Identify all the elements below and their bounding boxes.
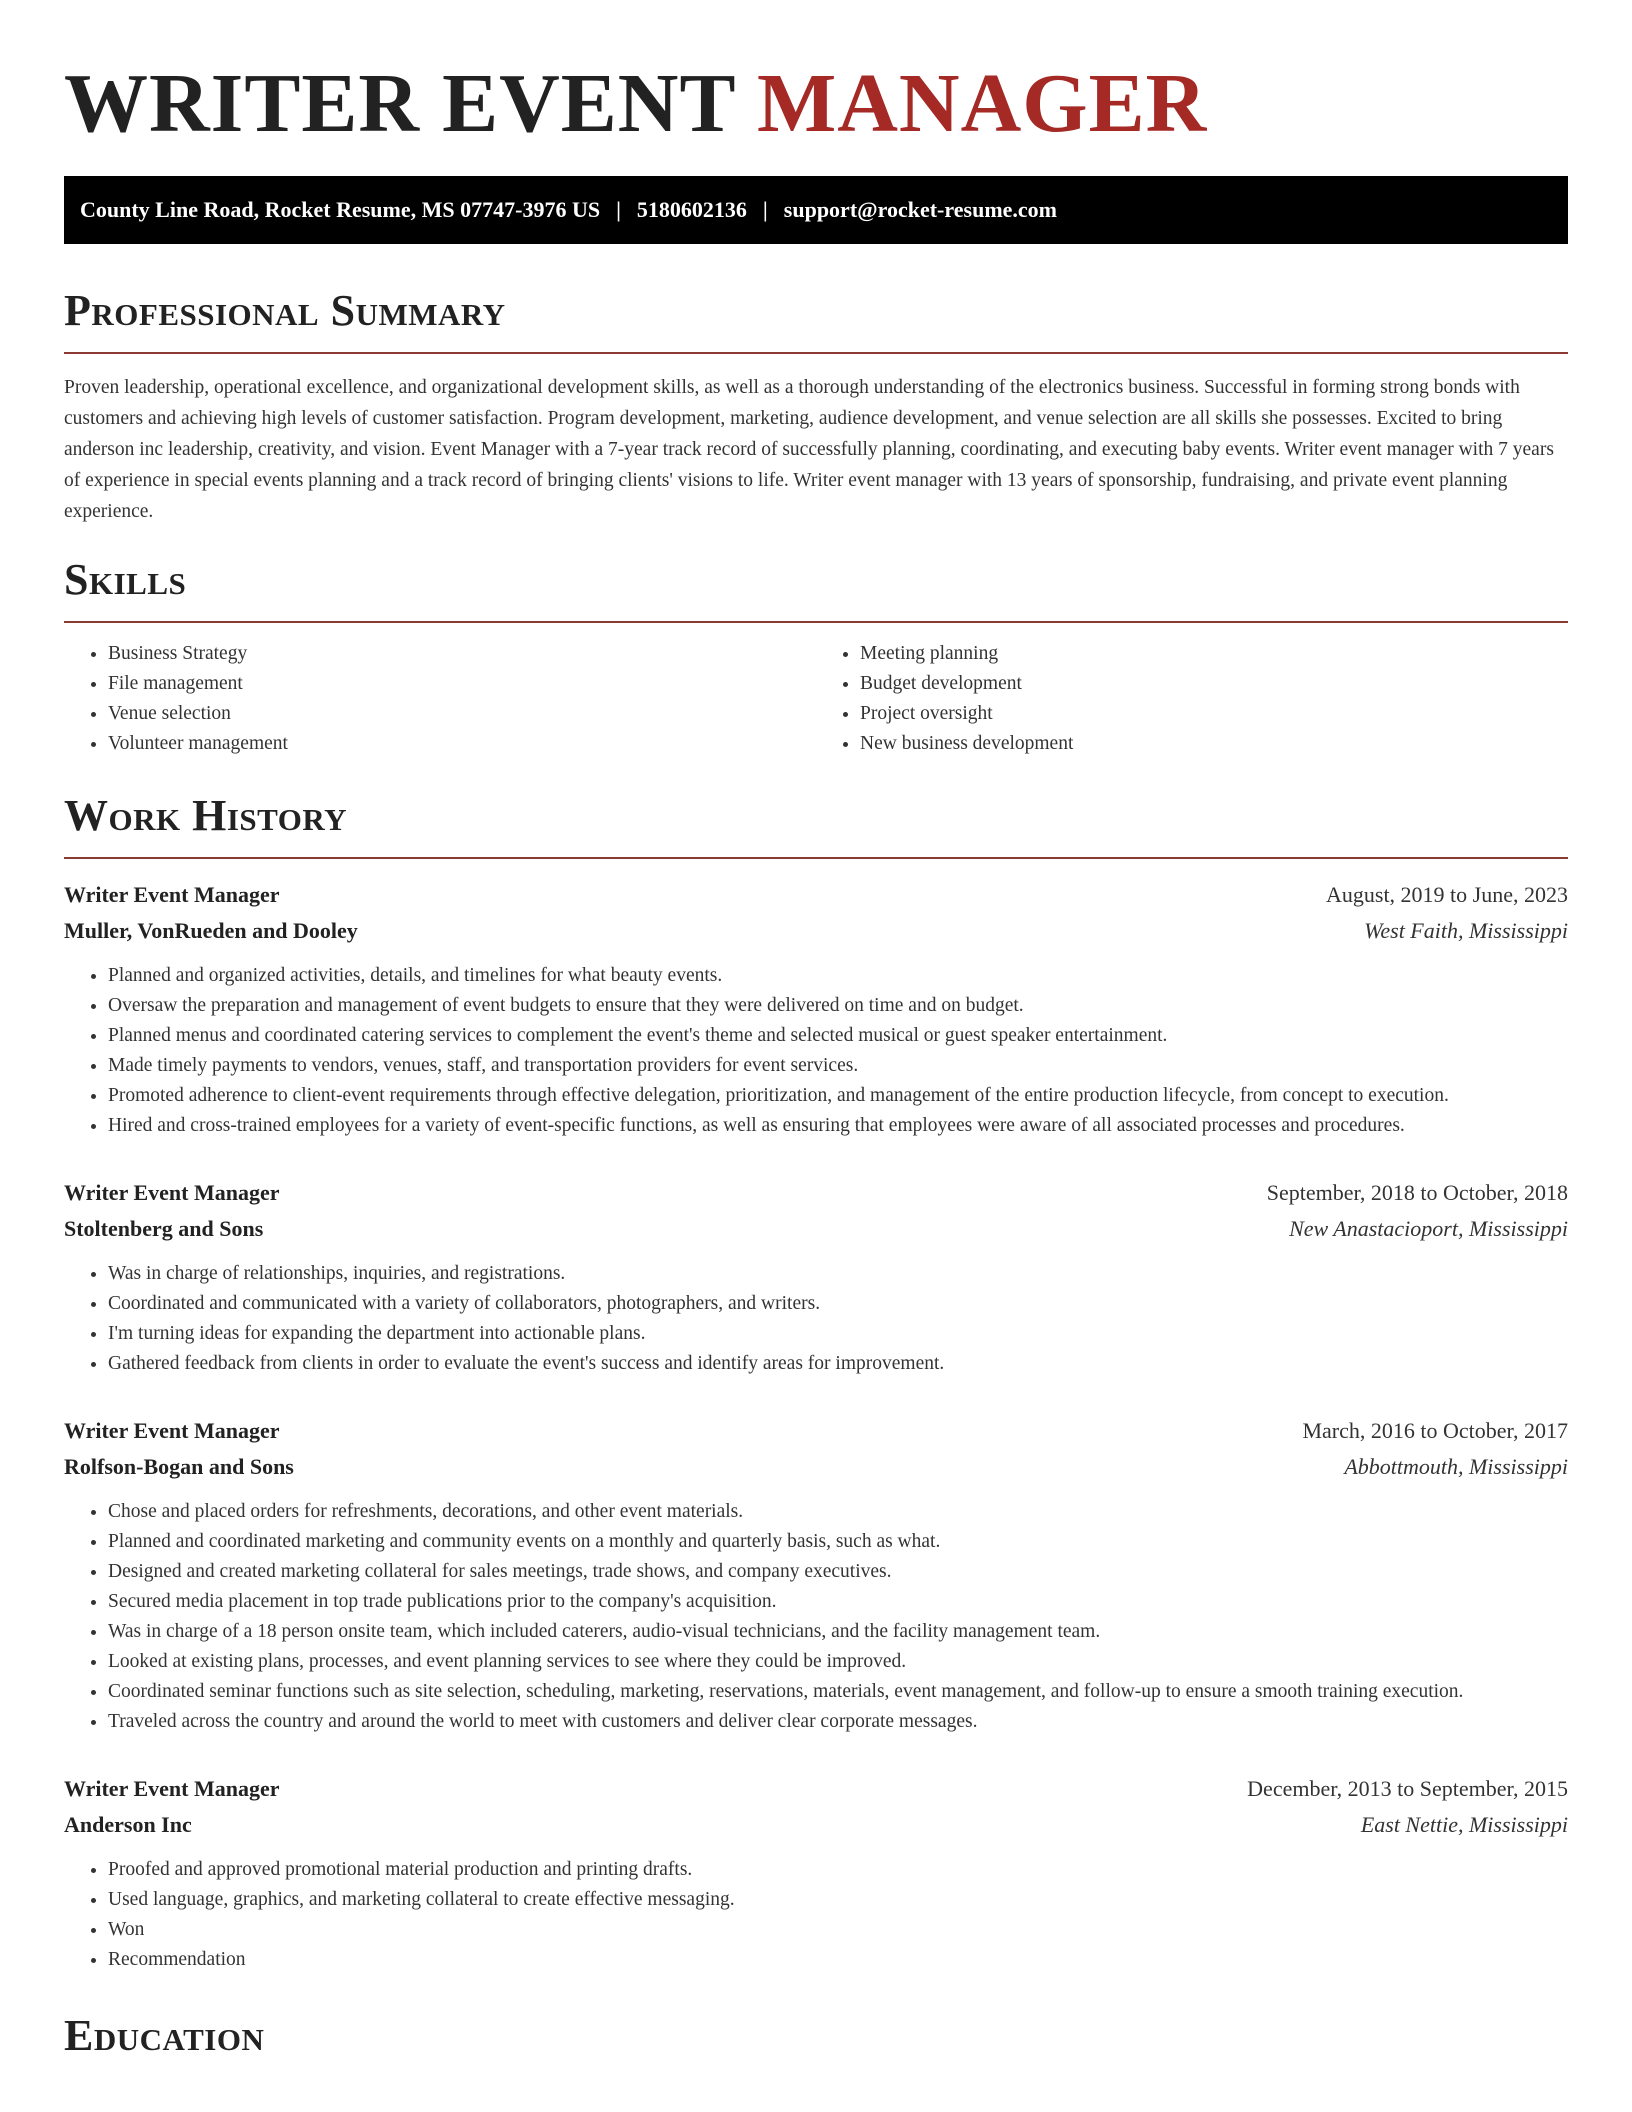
- job-company: Anderson Inc: [64, 1812, 192, 1837]
- skills-left-list: [64, 639, 816, 759]
- job-subheader: [64, 1449, 1568, 1485]
- job-location: East Nettie, Mississippi: [1360, 1812, 1568, 1837]
- job-duty: • Promoted adherence to client-event requirements through effective delegation, prioritization, and management of the entire production lifecycle, from concept to execution.: [108, 1081, 1568, 1111]
- work-heading: Work History: [64, 791, 348, 840]
- skills-heading: Skills: [64, 555, 187, 604]
- skills-columns: [64, 639, 1568, 759]
- job-duty: • Hired and cross-trained employees for a variety of event-specific functions, as well as ensuring that employees were aware of all associated processes and procedures.: [108, 1111, 1568, 1141]
- contact-phone: 5180602136: [636, 197, 747, 222]
- job-entry: [64, 877, 1568, 1141]
- job-duties: [64, 1259, 1568, 1379]
- job-entry: [64, 1413, 1568, 1737]
- job-duty: • Chose and placed orders for refreshments, decorations, and other event materials.: [108, 1497, 1568, 1527]
- job-entry: [64, 1175, 1568, 1379]
- job-location: Abbottmouth, Mississippi: [1344, 1454, 1568, 1479]
- job-duty: • Designed and created marketing collateral for sales meetings, trade shows, and company executives.: [108, 1557, 1568, 1587]
- skill-item: • New business development: [860, 729, 1568, 759]
- work-section: [64, 791, 1568, 1975]
- summary-section: [64, 286, 1568, 527]
- job-subheader: [64, 1807, 1568, 1843]
- job-duty: • Oversaw the preparation and management of event budgets to ensure that they were delivered on time and on budget.: [108, 991, 1568, 1021]
- job-duty: • Planned and organized activities, details, and timelines for what beauty events.: [108, 961, 1568, 991]
- contact-separator: |: [616, 197, 621, 222]
- job-duty: • Used language, graphics, and marketing collateral to create effective messaging.: [108, 1885, 1568, 1915]
- job-duty: • Was in charge of a 18 person onsite team, which included caterers, audio-visual technicians, and the facility management team.: [108, 1617, 1568, 1647]
- job-duty: • Was in charge of relationships, inquiries, and registrations.: [108, 1259, 1568, 1289]
- job-header: [64, 877, 1568, 913]
- summary-text: Proven leadership, operational excellence, and organizational development skills, as well as a thorough understanding of the electronics business. Successful in forming strong bonds with customers and achieving high levels of customer satisfaction. Program development, marketing, audience development, and venue selection are all skills she possesses. Excited to bring anderson inc leadership, creativity, and vision. Event Manager with a 7-year track record of successfully planning, coordinating, and executing baby events. Writer event manager with 7 years of experience in special events planning and a track record of bringing clients' visions to life. Writer event manager with 13 years of sponsorship, fundraising, and private event planning experience.: [64, 377, 1554, 522]
- contact-address: County Line Road, Rocket Resume, MS 07747-3976 US: [80, 197, 601, 222]
- job-duty: • Secured media placement in top trade publications prior to the company's acquisition.: [108, 1587, 1568, 1617]
- summary-heading: Professional Summary: [64, 286, 506, 335]
- job-dates: December, 2013 to September, 2015: [1247, 1776, 1568, 1801]
- skill-item: • Project oversight: [860, 699, 1568, 729]
- contact-bar: [64, 176, 1568, 244]
- job-title: Writer Event Manager: [64, 882, 280, 907]
- job-duties: [64, 1855, 1568, 1975]
- job-duty: • Planned and coordinated marketing and community events on a monthly and quarterly basis, such as what.: [108, 1527, 1568, 1557]
- job-subheader: [64, 913, 1568, 949]
- skill-item: • File management: [108, 669, 816, 699]
- education-heading: Education: [64, 2011, 265, 2060]
- job-duty: • Coordinated and communicated with a variety of collaborators, photographers, and writers.: [108, 1289, 1568, 1319]
- job-dates: September, 2018 to October, 2018: [1266, 1180, 1568, 1205]
- job-duty: • Proofed and approved promotional material production and printing drafts.: [108, 1855, 1568, 1885]
- job-duty: • Recommendation: [108, 1945, 1568, 1975]
- job-duty: • Planned menus and coordinated catering services to complement the event's theme and selected musical or guest speaker entertainment.: [108, 1021, 1568, 1051]
- job-duty: • I'm turning ideas for expanding the department into actionable plans.: [108, 1319, 1568, 1349]
- section-divider: [64, 352, 1568, 354]
- job-company: Rolfson-Bogan and Sons: [64, 1454, 294, 1479]
- job-header: [64, 1175, 1568, 1211]
- skill-item: • Volunteer management: [108, 729, 816, 759]
- job-company: Stoltenberg and Sons: [64, 1216, 264, 1241]
- name-primary: WRITER EVENT: [64, 57, 735, 150]
- job-dates: August, 2019 to June, 2023: [1326, 882, 1568, 907]
- skill-item: • Business Strategy: [108, 639, 816, 669]
- job-title: Writer Event Manager: [64, 1418, 280, 1443]
- job-entry: [64, 1771, 1568, 1975]
- job-dates: March, 2016 to October, 2017: [1302, 1418, 1568, 1443]
- job-header: [64, 1413, 1568, 1449]
- education-section: [64, 2011, 1568, 2061]
- skill-item: • Meeting planning: [860, 639, 1568, 669]
- job-location: West Faith, Mississippi: [1364, 918, 1568, 943]
- job-duty: • Traveled across the country and around the world to meet with customers and deliver clear corporate messages.: [108, 1707, 1568, 1737]
- job-duty: • Looked at existing plans, processes, and event planning services to see where they could be improved.: [108, 1647, 1568, 1677]
- section-divider: [64, 621, 1568, 623]
- contact-email: support@rocket-resume.com: [783, 197, 1057, 222]
- candidate-name: [64, 0, 1568, 150]
- skill-item: • Budget development: [860, 669, 1568, 699]
- skills-section: [64, 555, 1568, 759]
- job-duties: [64, 1497, 1568, 1737]
- contact-separator: |: [762, 197, 768, 222]
- job-title: Writer Event Manager: [64, 1180, 280, 1205]
- skills-right-list: [816, 639, 1568, 759]
- job-duties: [64, 961, 1568, 1141]
- section-divider: [64, 857, 1568, 859]
- job-title: Writer Event Manager: [64, 1776, 280, 1801]
- job-duty: • Gathered feedback from clients in order to evaluate the event's success and identify areas for improvement.: [108, 1349, 1568, 1379]
- job-duty: • Coordinated seminar functions such as site selection, scheduling, marketing, reservations, materials, event management, and follow-up to ensure a smooth training execution.: [108, 1677, 1568, 1707]
- job-header: [64, 1771, 1568, 1807]
- job-duty: • Made timely payments to vendors, venues, staff, and transportation providers for event services.: [108, 1051, 1568, 1081]
- name-accent: MANAGER: [756, 57, 1208, 150]
- job-duty: • Won: [108, 1915, 1568, 1945]
- job-company: Muller, VonRueden and Dooley: [64, 918, 358, 943]
- skill-item: • Venue selection: [108, 699, 816, 729]
- job-subheader: [64, 1211, 1568, 1247]
- job-location: New Anastacioport, Mississippi: [1289, 1216, 1568, 1241]
